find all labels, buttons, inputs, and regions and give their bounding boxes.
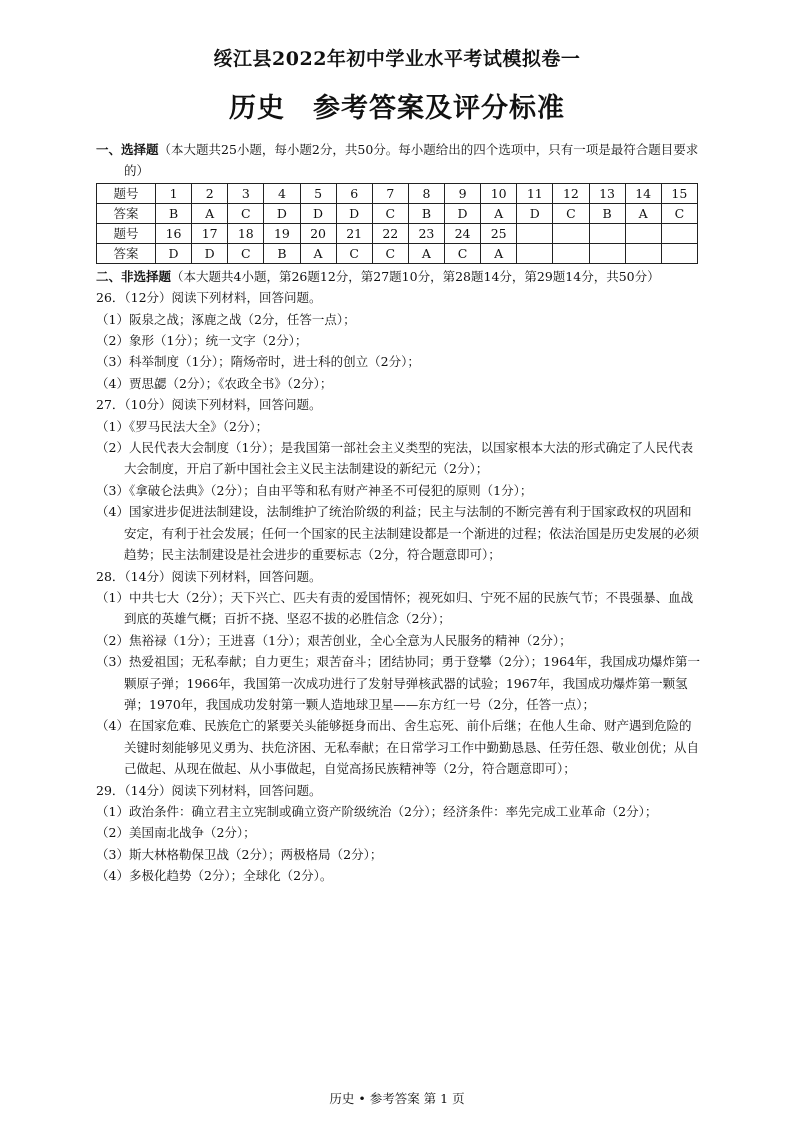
table-row-answers-1 xyxy=(97,203,698,223)
table-cell: A xyxy=(625,203,661,223)
table-cell: 23 xyxy=(408,223,444,243)
table-cell: B xyxy=(264,243,300,263)
table-cell: C xyxy=(372,203,408,223)
table-cell: B xyxy=(589,203,625,223)
row-label: 答案 xyxy=(97,243,156,263)
answer-item: （1）阪泉之战；涿鹿之战（2分，任答一点）； xyxy=(96,311,356,327)
table-cell: 24 xyxy=(445,223,481,243)
table-cell: D xyxy=(156,243,192,263)
table-cell: 21 xyxy=(336,223,372,243)
table-row-numbers-1 xyxy=(97,183,698,203)
table-cell: 14 xyxy=(625,183,661,203)
table-cell xyxy=(589,243,625,263)
answer-content xyxy=(96,139,700,887)
table-cell: A xyxy=(300,243,336,263)
table-cell: A xyxy=(481,203,517,223)
exam-title: 绥江县2022年初中学业水平考试模拟卷一 xyxy=(213,48,581,70)
table-cell: D xyxy=(517,203,553,223)
answer-item: （4）贾思勰（2分）；《农政全书》（2分）； xyxy=(96,375,333,391)
answer-item: （3）《拿破仑法典》（2分）；自由平等和私有财产神圣不可侵犯的原则（1分）； xyxy=(96,482,533,498)
question-header-26: 26．（12分）阅读下列材料，回答问题。 xyxy=(96,290,322,306)
section2-heading: 二、非选择题（本大题共4小题，第26题12分，第27题10分，第28题14分，第29题14分，共50分） xyxy=(96,268,660,284)
section1-heading: 一、选择题（本大题共25小题，每小题2分，共50分。每小题给出的四个选项中，只有一项是最符合题目要求的） xyxy=(96,142,699,179)
table-cell: 22 xyxy=(372,223,408,243)
table-cell: 25 xyxy=(481,223,517,243)
table-cell: 7 xyxy=(372,183,408,203)
answer-item: （2）焦裕禄（1分）；王进喜（1分）；艰苦创业，全心全意为人民服务的精神（2分）； xyxy=(96,632,572,648)
table-cell: 8 xyxy=(408,183,444,203)
table-cell: D xyxy=(192,243,228,263)
row-label: 题号 xyxy=(97,183,156,203)
table-cell: 6 xyxy=(336,183,372,203)
table-cell: 20 xyxy=(300,223,336,243)
table-cell: 2 xyxy=(192,183,228,203)
table-cell: B xyxy=(156,203,192,223)
table-cell: 18 xyxy=(228,223,264,243)
answer-item: （4）多极化趋势（2分）；全球化（2分）。 xyxy=(96,868,333,884)
answer-item: （3）斯大林格勒保卫战（2分）；两极格局（2分）； xyxy=(96,846,383,862)
table-cell: C xyxy=(661,203,697,223)
table-cell: B xyxy=(408,203,444,223)
table-cell: D xyxy=(300,203,336,223)
table-cell: 10 xyxy=(481,183,517,203)
page-footer: 历史 • 参考答案 第 1 页 xyxy=(329,1091,465,1106)
table-cell: 16 xyxy=(156,223,192,243)
answer-item: （1）《罗马民法大全》（2分）； xyxy=(96,418,269,434)
table-cell: C xyxy=(553,203,589,223)
table-cell: 11 xyxy=(517,183,553,203)
table-cell: D xyxy=(336,203,372,223)
table-cell: 4 xyxy=(264,183,300,203)
answer-item: （3）科举制度（1分）；隋炀帝时，进士科的创立（2分）； xyxy=(96,354,420,370)
table-cell: 19 xyxy=(264,223,300,243)
answer-item: （2）美国南北战争（2分）； xyxy=(96,825,256,841)
table-cell: A xyxy=(408,243,444,263)
table-cell xyxy=(589,223,625,243)
table-cell: C xyxy=(336,243,372,263)
question-header-28: 28．（14分）阅读下列材料，回答问题。 xyxy=(96,568,322,584)
table-cell xyxy=(661,223,697,243)
table-cell: C xyxy=(445,243,481,263)
table-cell: C xyxy=(228,203,264,223)
table-cell xyxy=(517,243,553,263)
table-cell: 15 xyxy=(661,183,697,203)
table-row-numbers-2 xyxy=(97,223,698,243)
table-cell: D xyxy=(264,203,300,223)
row-label: 题号 xyxy=(97,223,156,243)
table-cell xyxy=(625,243,661,263)
table-cell: 1 xyxy=(156,183,192,203)
table-row-answers-2 xyxy=(97,243,698,263)
table-cell: 17 xyxy=(192,223,228,243)
answer-item: （1）中共七大（2分）；天下兴亡、匹夫有责的爱国情怀；视死如归、宁死不屈的民族气节；不畏强暴、血战到底的英雄气概；百折不挠、坚忍不拔的必胜信念（2分）； xyxy=(96,589,694,627)
answer-item: （2）人民代表大会制度（1分）；是我国第一部社会主义类型的宪法，以国家根本大法的形式确定了人民代表大会制度，开启了新中国社会主义民主法制建设的新纪元（2分）； xyxy=(96,440,694,477)
table-cell: A xyxy=(192,203,228,223)
table-cell xyxy=(553,243,589,263)
table-cell: 3 xyxy=(228,183,264,203)
answer-table xyxy=(96,183,698,264)
table-cell: C xyxy=(372,243,408,263)
table-cell: C xyxy=(228,243,264,263)
answer-item: （4）国家进步促进法制建设，法制维护了统治阶级的利益；民主与法制的不断完善有利于国家政权的巩固和安定，有利于社会发展；任何一个国家的民主法制建设都是一个渐进的过程；依法治国是历史发展的必须趋势；民主法制建设是社会进步的重要标志（2分，符合题意即可）； xyxy=(96,504,700,563)
table-cell: D xyxy=(445,203,481,223)
table-cell: 9 xyxy=(445,183,481,203)
question-header-27: 27．（10分）阅读下列材料，回答问题。 xyxy=(96,397,322,413)
page-title: 历史 参考答案及评分标准 xyxy=(229,93,565,124)
table-cell xyxy=(661,243,697,263)
answer-item: （1）政治条件：确立君主立宪制或确立资产阶级统治（2分）；经济条件：率先完成工业革命（2分）； xyxy=(96,803,658,819)
row-label: 答案 xyxy=(97,203,156,223)
table-cell: A xyxy=(481,243,517,263)
table-cell xyxy=(517,223,553,243)
answer-item: （3）热爱祖国；无私奉献；自力更生；艰苦奋斗；团结协同；勇于登攀（2分）；1964年，我国成功爆炸第一颗原子弹；1966年，我国第一次成功进行了发射导弹核武器的试验；1967年，我国成功爆炸第一颗氢弹；1970年，我国成功发射第一颗人造地球卫星——东方红一号（2分，任答一点）； xyxy=(96,654,700,712)
table-cell: 12 xyxy=(553,183,589,203)
answer-item: （4）在国家危难、民族危亡的紧要关头能够挺身而出、舍生忘死、前仆后继；在他人生命、财产遇到危险的关键时刻能够见义勇为、扶危济困、无私奉献；在日常学习工作中勤勤恳恳、任劳任怨、敬业创优；从自己做起、从现在做起、从小事做起，自觉高扬民族精神等（2分，符合题意即可）； xyxy=(96,718,700,777)
question-header-29: 29．（14分）阅读下列材料，回答问题。 xyxy=(96,782,322,798)
table-cell: 13 xyxy=(589,183,625,203)
answer-item: （2）象形（1分）；统一文字（2分）； xyxy=(96,333,308,349)
table-cell: 5 xyxy=(300,183,336,203)
table-cell xyxy=(553,223,589,243)
table-cell xyxy=(625,223,661,243)
